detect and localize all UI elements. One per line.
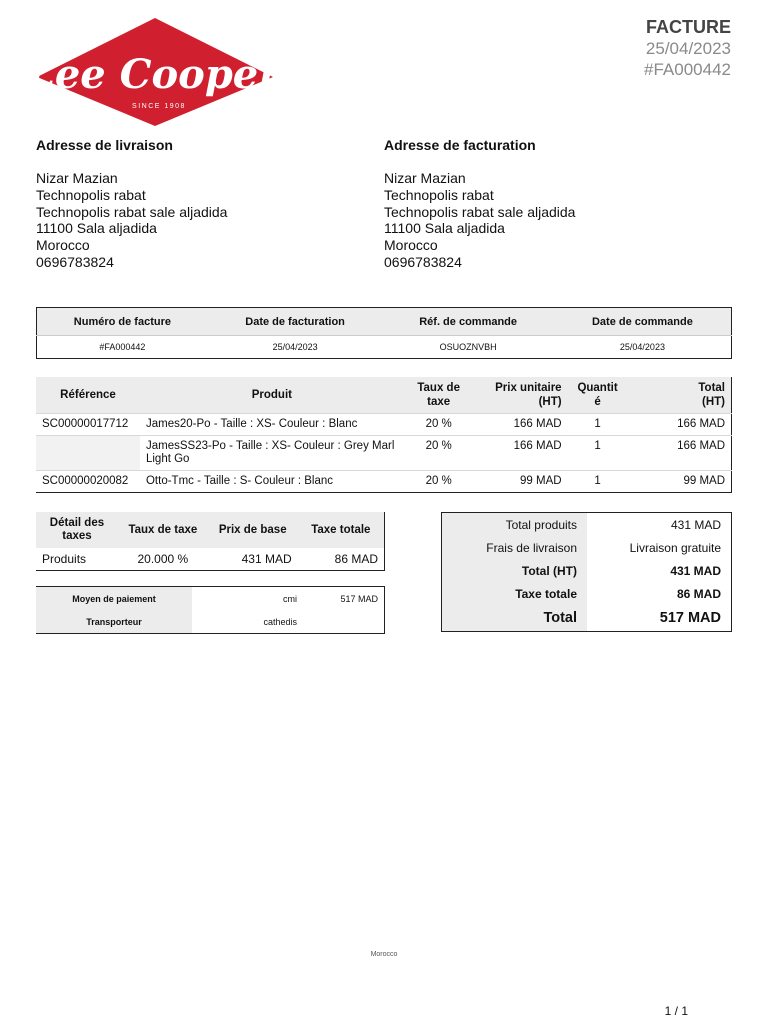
page-number: 1 / 1	[664, 1004, 688, 1018]
info-header-row	[37, 308, 732, 336]
grand-total-label: Total	[442, 605, 588, 632]
row-reference: SC00000017712	[36, 414, 140, 436]
totals-row	[442, 605, 732, 632]
grand-total-value: 517 MAD	[659, 610, 721, 626]
delivery-line: 11100 Sala aljadida	[36, 220, 157, 237]
row-total: 166 MAD	[628, 414, 732, 436]
billing-line: Technopolis rabat sale aljadida	[384, 203, 576, 220]
row-tax: 20 %	[404, 436, 474, 471]
delivery-line: Technopolis rabat sale aljadida	[36, 203, 228, 220]
billing-heading: Adresse de facturation	[384, 137, 536, 153]
total-products-value: 431 MAD	[670, 517, 721, 532]
tax-header: Détail des taxes	[36, 512, 118, 548]
delivery-heading: Adresse de livraison	[36, 137, 173, 153]
tax-header: Prix de base	[208, 512, 298, 548]
tax-rate: 20.000 %	[137, 552, 189, 566]
tax-header: Taux de taxe	[118, 512, 208, 548]
row-quantity: 1	[568, 471, 628, 493]
billing-line: 0696783824	[384, 253, 462, 270]
row-quantity: 1	[568, 414, 628, 436]
row-tax: 20 %	[404, 414, 474, 436]
billing-address	[384, 137, 704, 271]
info-header: Date de facturation	[208, 308, 383, 336]
invoice-number: #FA000442	[644, 60, 731, 79]
shipping-label: Frais de livraison	[442, 536, 588, 559]
row-product: Otto-Tmc - Taille : S- Couleur : Blanc	[140, 471, 404, 493]
billing-line: Technopolis rabat	[384, 186, 494, 203]
billing-line: Morocco	[384, 237, 438, 254]
row-product: James20-Po - Taille : XS- Couleur : Blanc	[140, 414, 404, 436]
total-tax-value: 86 MAD	[676, 586, 721, 601]
shipping-value: Livraison gratuite	[629, 540, 721, 555]
carrier-row	[36, 610, 385, 634]
info-value-row	[37, 336, 732, 359]
row-total: 99 MAD	[628, 471, 732, 493]
total-ht-label: Total (HT)	[442, 559, 588, 582]
delivery-line: Morocco	[36, 237, 90, 254]
invoice-header	[644, 16, 731, 80]
info-value: 25/04/2023	[208, 336, 383, 359]
info-header: Réf. de commande	[382, 308, 553, 336]
tax-base: 431 MAD	[241, 552, 292, 566]
totals-row	[442, 582, 732, 605]
table-row	[36, 436, 732, 471]
footer-country: Morocco	[370, 951, 398, 958]
info-value: #FA000442	[37, 336, 208, 359]
svg-text:Lee Cooper: Lee Cooper	[35, 51, 275, 98]
total-ht-value: 431 MAD	[670, 563, 721, 578]
info-value: OSUOZNVBH	[382, 336, 553, 359]
col-quantity: Quantit é	[568, 377, 628, 414]
tax-detail-table	[36, 512, 385, 571]
row-unit-price: 166 MAD	[474, 436, 568, 471]
row-reference: SC00000020082	[36, 471, 140, 493]
row-quantity: 1	[568, 436, 628, 471]
svg-text:SINCE 1908: SINCE 1908	[132, 103, 186, 110]
invoice-title: FACTURE	[646, 17, 731, 37]
tax-header: Taxe totale	[298, 512, 385, 548]
tax-label: Produits	[42, 552, 87, 566]
tax-row	[36, 548, 385, 571]
table-row	[36, 471, 732, 493]
col-tax-rate: Taux de taxe	[404, 377, 474, 414]
row-unit-price: 99 MAD	[474, 471, 568, 493]
tax-total: 86 MAD	[334, 552, 378, 566]
carrier-label: Transporteur	[36, 610, 192, 634]
total-tax-label: Taxe totale	[442, 582, 588, 605]
info-header: Numéro de facture	[37, 308, 208, 336]
payment-method-label: Moyen de paiement	[36, 587, 192, 611]
col-reference: Référence	[36, 377, 140, 414]
delivery-line: Technopolis rabat	[36, 186, 146, 203]
invoice-date: 25/04/2023	[645, 39, 731, 58]
totals-row	[442, 513, 732, 537]
products-header-row	[36, 377, 732, 414]
delivery-line: Nizar Mazian	[36, 170, 118, 186]
row-tax: 20 %	[404, 471, 474, 493]
payment-table	[36, 586, 385, 634]
billing-line: 11100 Sala aljadida	[384, 220, 505, 237]
brand-logo	[35, 16, 275, 126]
row-product: JamesSS23-Po - Taille : XS- Couleur : Grey Marl Light Go	[140, 436, 404, 471]
row-reference	[36, 436, 140, 471]
payment-method: cmi	[192, 587, 307, 611]
totals-row	[442, 536, 732, 559]
table-row	[36, 414, 732, 436]
carrier-empty	[307, 610, 385, 634]
totals-table	[441, 512, 732, 632]
row-total: 166 MAD	[628, 436, 732, 471]
total-products-label: Total produits	[442, 513, 588, 537]
info-header: Date de commande	[554, 308, 732, 336]
payment-row	[36, 587, 385, 611]
carrier-value: cathedis	[192, 610, 307, 634]
payment-amount: 517 MAD	[307, 587, 385, 611]
invoice-info-table	[36, 307, 732, 359]
tax-header-row	[36, 512, 385, 548]
row-unit-price: 166 MAD	[474, 414, 568, 436]
col-product: Produit	[140, 377, 404, 414]
info-value: 25/04/2023	[554, 336, 732, 359]
delivery-address	[36, 137, 356, 271]
products-table	[36, 377, 732, 493]
totals-row	[442, 559, 732, 582]
col-total: Total (HT)	[628, 377, 732, 414]
billing-line: Nizar Mazian	[384, 170, 466, 186]
delivery-line: 0696783824	[36, 253, 114, 270]
col-unit-price: Prix unitaire (HT)	[474, 377, 568, 414]
